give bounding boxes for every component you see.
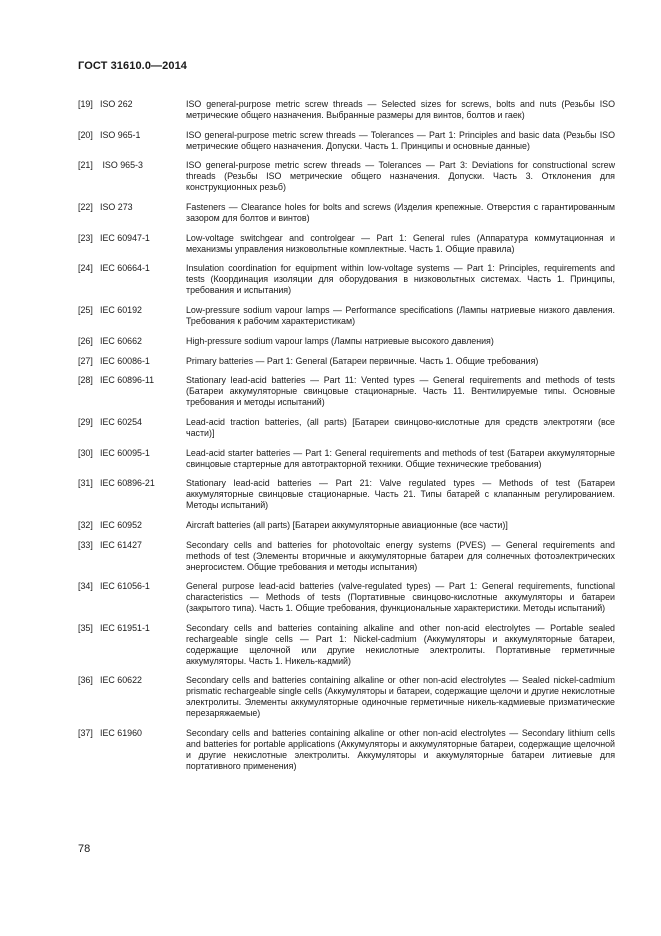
entry-number: [27]	[78, 355, 93, 366]
bibliography-entry	[78, 540, 615, 573]
bibliography-entry	[78, 623, 615, 667]
entry-description: ISO general-purpose metric screw threads — Tolerances — Part 1: Principles and basic data (Резьбы ISO метрические общего назначения. Допуски. Часть 1. Принципы и основные данные)	[186, 129, 615, 151]
entry-description: Secondary cells and batteries for photovoltaic energy systems (PVES) — General requirements and methods of test (Элементы вторичные и аккумуляторные батареи для солнечных фотоэлектрических энергосистем. Общие требования и методы испытания)	[186, 539, 615, 572]
entry-description: Lead-acid starter batteries — Part 1: General requirements and methods of test (Батареи аккумуляторные свинцовые стартерные для автотракторной техники. Общие технические требования)	[186, 447, 615, 469]
entry-description: General purpose lead-acid batteries (valve-regulated types) — Part 1: General requirements, functional characteristics — Methods of tests (Портативные свинцово-кислотные аккумуляторы и батареи (закрытого типа). Часть 1. Общие требования, функциональные характеристики. Методы испытаний)	[186, 581, 615, 614]
entry-description: Fasteners — Clearance holes for bolts and screws (Изделия крепежные. Отверстия с гарантированным зазором для болтов и винтов)	[186, 202, 615, 223]
entry-description: Stationary lead-acid batteries — Part 21: Valve regulated types — Methods of test (Батареи аккумуляторные свинцовые стационарные. Часть 21. Типы батарей с клапанным регулированием. Методы испытаний)	[186, 478, 615, 511]
entry-standard-code: IEC 60896-21	[100, 478, 155, 489]
page-number: 78	[78, 843, 91, 855]
bibliography-list	[78, 99, 615, 781]
entry-standard-code: IEC 61056-1	[100, 581, 150, 592]
entry-number: [25]	[78, 305, 93, 316]
entry-description: Low-pressure sodium vapour lamps — Performance specifications (Лампы натриевые низкого давления. Требования к рабочим характеристикам)	[186, 305, 615, 326]
bibliography-entry	[78, 581, 615, 614]
entry-number: [37]	[78, 728, 93, 738]
bibliography-entry	[78, 478, 615, 511]
entry-description: Lead-acid traction batteries, (all parts) [Батареи свинцово-кислотные для средств электротяги (все части)]	[186, 416, 615, 438]
bibliography-entry	[78, 728, 615, 772]
entry-description: Stationary lead-acid batteries — Part 11: Vented types — General requirements and methods of tests (Батареи аккумуляторные свинцовые стационарные. Часть 11. Вентилируемые типы. Основные требования и методы испытаний)	[186, 375, 615, 408]
entry-number: [23]	[78, 232, 93, 243]
bibliography-entry	[78, 233, 615, 255]
entry-standard-code: IEC 60086-1	[100, 355, 150, 366]
entry-number: [20]	[78, 129, 93, 140]
entry-standard-code: ISO 273	[100, 202, 133, 213]
bibliography-entry	[78, 305, 615, 327]
entry-description: ISO general-purpose metric screw threads — Selected sizes for screws, bolts and nuts (Резьбы ISO метрические общего назначения. Выбранные размеры для винтов, болтов и гаек)	[186, 99, 615, 120]
entry-number: [34]	[78, 581, 93, 592]
entry-number: [26]	[78, 335, 93, 346]
entry-number: [32]	[78, 519, 93, 530]
entry-number: [28]	[78, 375, 93, 386]
bibliography-entry	[78, 675, 615, 719]
entry-standard-code: IEC 61951-1	[100, 622, 150, 633]
entry-standard-code: IEC 60896-11	[100, 375, 155, 386]
entry-description: High-pressure sodium vapour lamps (Лампы натриевые высокого давления)	[186, 335, 494, 346]
entry-number: [36]	[78, 675, 93, 686]
entry-description: Secondary cells and batteries containing alkaline and other non-acid electrolytes — Portable sealed rechargeable single cells — Part 1: Nickel-cadmium (Аккумуляторы и аккумуляторные батареи, содержащие щелочной или другие некислотные электролиты. Портативные герметичные аккумуляторы. Часть 1. Никель-кадмий)	[186, 622, 615, 666]
entry-number: [33]	[78, 539, 93, 550]
entry-standard-code: IEC 61960	[100, 728, 142, 738]
bibliography-entry	[78, 263, 615, 296]
entry-standard-code: ISO 965-1	[100, 129, 141, 140]
entry-standard-code: IEC 60254	[100, 416, 142, 427]
bibliography-entry	[78, 520, 615, 531]
bibliography-entry	[78, 448, 615, 470]
bibliography-entry	[78, 202, 615, 224]
entry-standard-code: IEC 60622	[100, 675, 142, 686]
entry-standard-code: IEC 60192	[100, 305, 142, 316]
entry-description: Aircraft batteries (all parts) [Батареи аккумуляторные авиационные (все части)]	[186, 519, 508, 530]
entry-description: Primary batteries — Part 1: General (Батареи первичные. Часть 1. Общие требования)	[186, 355, 539, 366]
bibliography-entry	[78, 356, 615, 367]
entry-standard-code: ISO 965-3	[100, 160, 143, 171]
entry-number: [35]	[78, 622, 93, 633]
entry-number: [30]	[78, 447, 93, 458]
entry-number: [24]	[78, 263, 93, 274]
entry-standard-code: ISO 262	[100, 99, 133, 109]
page-header-title: ГОСТ 31610.0—2014	[78, 60, 188, 72]
entry-description: ISO general-purpose metric screw threads — Tolerances — Part 3: Deviations for constructional screw threads (Резьбы ISO метрические общего назначения. Допуски. Часть 3. Отклонения для конструкционных резьб)	[186, 160, 615, 193]
entry-description: Secondary cells and batteries containing alkaline or other non-acid electrolytes — Secondary lithium cells and batteries for portable applications (Аккумуляторы и аккумуляторные батареи, содержащие щелочной и другие некислотные электролиты. Аккумуляторы и аккумуляторные батареи литиевые для портативного применения)	[186, 728, 615, 771]
bibliography-entry	[78, 375, 615, 408]
entry-number: [31]	[78, 478, 93, 489]
entry-standard-code: IEC 60664-1	[100, 263, 150, 274]
entry-standard-code: IEC 60662	[100, 335, 142, 346]
entry-standard-code: IEC 61427	[100, 539, 142, 550]
entry-number: [22]	[78, 202, 93, 213]
entry-description: Secondary cells and batteries containing alkaline or other non-acid electrolytes — Sealed nickel-cadmium prismatic rechargeable single cells (Аккумуляторы и батареи, содержащие щелочи и другие некислотные электролиты. Элементы аккумуляторные одиночные герметичные никель-кадмиевые призматические перезаряжаемые)	[186, 675, 615, 719]
bibliography-entry	[78, 99, 615, 121]
bibliography-entry	[78, 160, 615, 193]
entry-number: [21]	[78, 160, 93, 171]
entry-number: [19]	[78, 99, 93, 109]
entry-standard-code: IEC 60952	[100, 519, 142, 530]
entry-number: [29]	[78, 416, 93, 427]
bibliography-entry	[78, 417, 615, 439]
bibliography-entry	[78, 336, 615, 347]
entry-standard-code: IEC 60095-1	[100, 447, 150, 458]
entry-standard-code: IEC 60947-1	[100, 232, 150, 243]
bibliography-entry	[78, 130, 615, 152]
entry-description: Insulation coordination for equipment within low-voltage systems — Part 1: Principles, requirements and tests (Координация изоляции для оборудования в низковольтных системах. Часть 1. Принципы, требования и испытания)	[186, 263, 615, 296]
entry-description: Low-voltage switchgear and controlgear — Part 1: General rules (Аппаратура коммутационная и механизмы управления низковольтные комплектные. Часть 1. Общие правила)	[186, 232, 615, 254]
